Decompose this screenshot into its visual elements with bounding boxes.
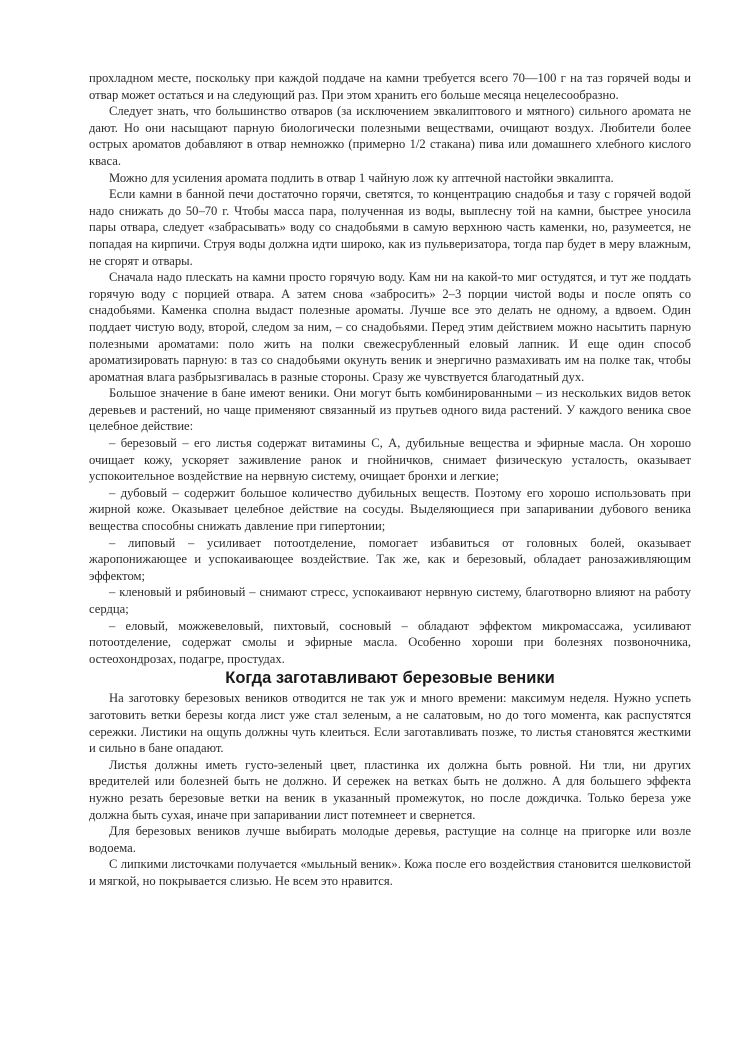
paragraph-decoctions-aroma: Следует знать, что большинство отваров (за исключением эвкалиптового и мятного) сильного аромата не дают. Но они насыщают парную биологически полезными веществами, очищают воздух. Любители более острых ароматов добавляют в отвар немножко (примерно 1/2 стакана) пива или домашнего хлебного кислого кваса.	[89, 104, 691, 168]
list-item-maple-rowan: – кленовый и рябиновый – снимают стресс, успокаивают нервную систему, благотворно влияют на работу сердца;	[89, 585, 691, 616]
section-heading: Когда заготавливают березовые веники	[225, 669, 555, 688]
paragraph-eucalyptus: Можно для усиления аромата подлить в отвар 1 чайную лож ку аптечной настойки эвкалипта.	[109, 170, 614, 185]
list-item-birch: – березовый – его листья содержат витамины С, А, дубильные вещества и эфирные масла. Он хорошо очищает кожу, ускоряет заживление ранок и гнойничков, снимает физическую усталость, оказывает успокоительное воздействие на нервную систему, очищает бронхи и легкие;	[89, 436, 691, 484]
document-page	[89, 70, 691, 890]
list-item-oak: – дубовый – содержит большое количество дубильных веществ. Поэтому его хорошо использовать при жирной коже. Оказывает целебное действие на сосуды. Выделяющиеся при запаривании дубового веника вещества способны снижать давление при гипертонии;	[89, 485, 691, 534]
list-item-linden: – липовый – усиливает потоотделение, помогает избавиться от головных болей, оказывает жаропонижающее и успокаивающее воздействие. Так же, как и березовый, обладает ранозаживляющим эффектом;	[89, 535, 691, 583]
paragraph-leaf-quality: Листья должны иметь густо-зеленый цвет, пластинка их должна быть ровной. Ни тли, ни других вредителей или болезней быть не должно. И сережек на ветках быть не должно. А для большего эффекта нужно резать березовые ветки на веник в указанный промежуток, но после дождичка. Только береза уже должна быть сухая, иначе при запаривании лист потемнеет и свернется.	[89, 757, 691, 822]
list-item-conifer: – еловый, можжевеловый, пихтовый, сосновый – обладают эффектом микромассажа, усиливают потоотделение, содержат смолы и эфирные масла. Особенно хороши при болезнях позвоночника, остеохондрозах, подагре, простудах.	[89, 618, 691, 666]
paragraph-storage-note: прохладном месте, поскольку при каждой поддаче на камни требуется всего 70—100 г на таз горячей воды и отвар может остаться и на следующий раз. При этом хранить его больше месяца нецелесообразно.	[89, 71, 691, 102]
paragraph-sticky-leaves: С липкими листочками получается «мыльный веник». Кожа после его воздействия становится шелковистой и мягкой, но покрывается слизью. Не всем это нравится.	[89, 857, 691, 888]
paragraph-young-trees: Для березовых веников лучше выбирать молодые деревья, растущие на солнце на пригорке или возле водоема.	[89, 824, 691, 855]
paragraph-hot-stones: Если камни в банной печи достаточно горячи, светятся, то концентрацию снадобья и тазу с горячей водой надо снижать до 50–70 г. Чтобы масса пара, полученная из воды, выплесну той на камни, быстрее уносила пары отвара, следует «забрасывать» воду со снадобьями в самую верхнюю часть каменки, но, разумеется, не попадая на кирпичи. Струя воды должна идти широко, как из пульверизатора, тогда пар будет в меру влажным, не сгорят и отвары.	[89, 187, 691, 268]
paragraph-brooms-intro: Большое значение в бане имеют веники. Они могут быть комбинированными – из нескольких видов веток деревьев и растений, но чаще применяют связанный из прутьев одного вида растений. У каждого веника свое целебное действие:	[89, 386, 691, 434]
paragraph-steam-procedure: Сначала надо плескать на камни просто горячую воду. Кам ни на какой-то миг остудятся, и тут же поддать горячую воду с порцией отвара. А затем снова «забросить» 2–3 порции чистой воды и после опять со снадобьями. Каменка сполна выдаст полезные ароматы. Лучше все это делать не одному, а вдвоем. Один поддает чистую воду, второй, следом за ним, – со снадобьями. Перед этим действием можно насытить парную полезными ароматами: поло жить на полки свежесрубленный еловый лапник. И еще один способ ароматизировать парную: в таз со снадобьями окунуть веник и энергично размахивать им на полке так, чтобы ароматная влага разбрызгивалась в разные стороны. Сразу же чувствуется благодатный дух.	[89, 270, 691, 384]
paragraph-harvest-time: На заготовку березовых веников отводится не так уж и много времени: максимум неделя. Нужно успеть заготовить ветки березы когда лист уже стал зеленым, а не салатовым, но до того момента, как распустятся сережки. Листики на ощупь должны чуть клеиться. Если заготавливать позже, то листья становятся жесткими и сильно в бане опадают.	[89, 691, 691, 756]
